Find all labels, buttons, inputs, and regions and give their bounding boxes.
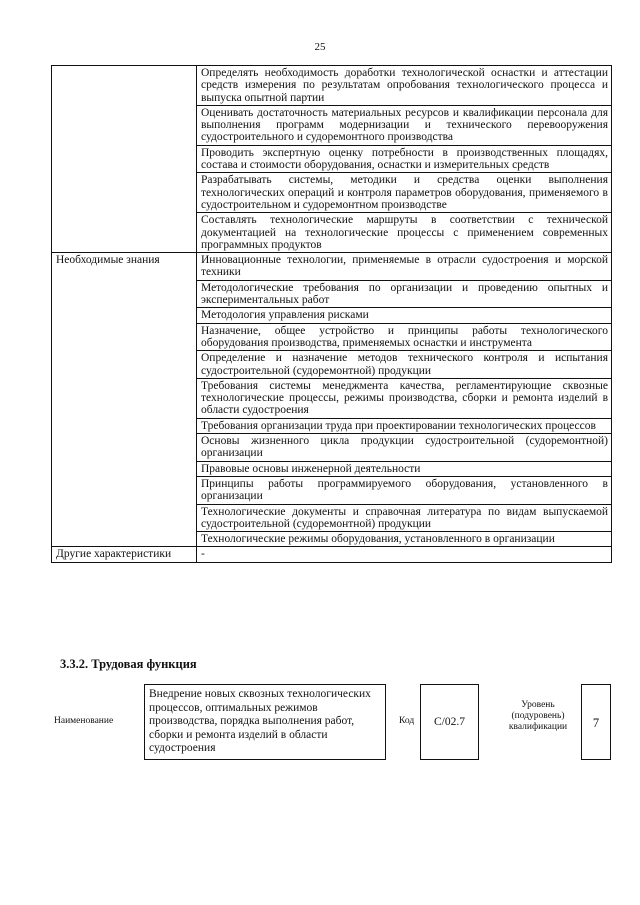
qualification-level-box: 7: [581, 684, 611, 760]
required-knowledge-label: Необходимые знания: [52, 253, 197, 547]
table-cell: Определение и назначение методов технического контроля и испытания судостроительной (судоремонтной) продукции: [197, 351, 612, 379]
skills-knowledge-table: [51, 65, 612, 563]
table-cell: Оценивать достаточность материальных ресурсов и квалификации персонала для выполнения программ модернизации и технического перевооружения судостроительного и судоремонтного производства: [197, 105, 612, 145]
table-cell: Назначение, общее устройство и принципы работы технологического оборудования производства, применяемых оснастки и инструмента: [197, 323, 612, 351]
table-cell: -: [197, 547, 612, 562]
row-label-cell: [52, 66, 197, 253]
table-cell: Принципы работы программируемого оборудования, установленного в организации: [197, 476, 612, 504]
table-cell: Инновационные технологии, применяемые в отрасли судостроения и морской техники: [197, 253, 612, 281]
table-cell: Методологические требования по организации и проведению опытных и экспериментальных работ: [197, 280, 612, 308]
table-cell: Определять необходимость доработки технологической оснастки и аттестации средств измерения по результатам опробования технологического процесса и выпуска опытной партии: [197, 66, 612, 106]
table-cell: Технологические документы и справочная литература по видам выпускаемой судостроительной (судоремонтной) продукции: [197, 504, 612, 532]
table-row: [52, 66, 612, 106]
table-cell: Требования системы менеджмента качества, регламентирующие сквозные технологические процессы, режимы производства, сборки и ремонта изделий в области судостроения: [197, 378, 612, 418]
name-label: Наименование: [54, 716, 114, 726]
table-cell: Правовые основы инженерной деятельности: [197, 461, 612, 476]
table-cell: Методология управления рисками: [197, 308, 612, 323]
other-characteristics-label: Другие характеристики: [52, 547, 197, 562]
function-name-box: Внедрение новых сквозных технологических процессов, оптимальных режимов производства, порядка выполнения работ, сборки и ремонта изделий в области судостроения: [144, 684, 386, 760]
function-code-box: С/02.7: [420, 684, 479, 760]
table-cell: Технологические режимы оборудования, установленного в организации: [197, 532, 612, 547]
table-cell: Требования организации труда при проектировании технологических процессов: [197, 418, 612, 433]
qualification-level-label: Уровень (подуровень) квалификации: [508, 700, 568, 732]
table-cell: Основы жизненного цикла продукции судостроительной (судоремонтной) организации: [197, 434, 612, 462]
table-cell: Разрабатывать системы, методики и средства оценки выполнения технологических операций и контроля параметров оборудования, применяемого в судостроительном и судоремонтном производстве: [197, 173, 612, 213]
code-label: Код: [399, 716, 415, 726]
section-heading: 3.3.2. Трудовая функция: [60, 657, 197, 671]
table-cell: Составлять технологические маршруты в соответствии с технической документацией на технологические процессы с применением современных программных продуктов: [197, 213, 612, 253]
page-number: 25: [314, 41, 326, 53]
table-cell: Проводить экспертную оценку потребности в производственных площадях, состава и стоимости оборудования, оснастки и измерительных средств: [197, 145, 612, 173]
table-row: [52, 547, 612, 562]
table-row: [52, 253, 612, 281]
